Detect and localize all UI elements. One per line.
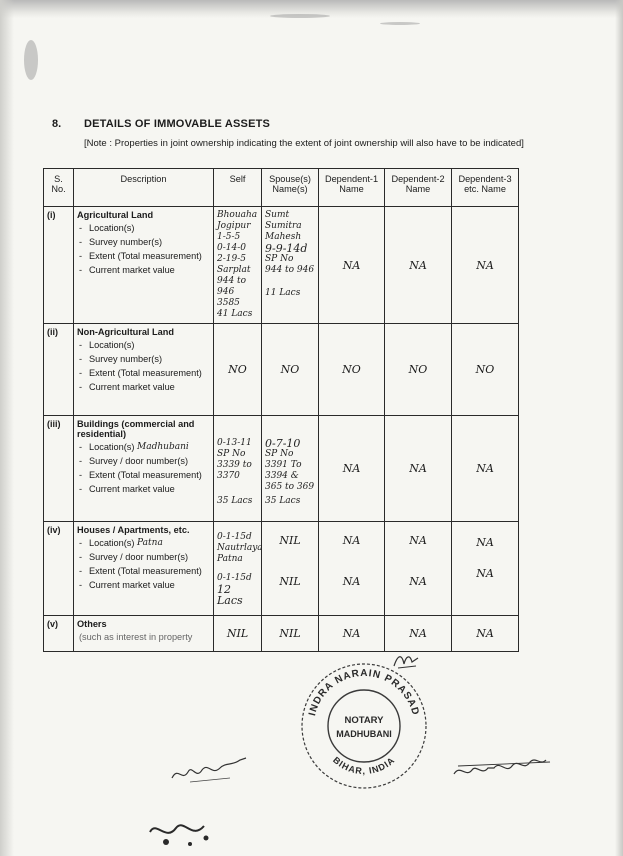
list-item: - Extent (Total measurement) [79,566,202,576]
list-item: - Current market value [79,265,175,275]
self-cell: NO [214,324,262,416]
dependent-3-cell: NA [452,416,519,522]
spouse-cell: NO [262,324,319,416]
category-label: Agricultural Land [77,210,154,220]
dependent-1-cell: NA [319,416,385,522]
spouse-cell [262,522,319,616]
handwritten-note: 3394 & [265,471,299,481]
list-item: - Survey number(s) [79,237,163,247]
handwritten-note: Sumt Sumitra Mahesh [265,210,302,242]
section-title: DETAILS OF IMMOVABLE ASSETS [84,118,271,130]
handwritten-note: 9-9-14d [265,242,308,255]
header-dependent-2: Dependent-2 Name [385,169,452,207]
na-mark: NA [476,567,494,580]
list-item: (such as interest in property [79,632,193,642]
list-item: - Location(s) Madhubani [79,442,189,452]
stamp-ring-text: INDRA NARAIN PRASAD [307,667,421,718]
dependent-3-cell: NA [452,207,519,324]
handwritten-note: Madhubani [137,442,189,452]
self-cell [214,207,262,324]
handwritten-note: 12 Lacs [217,583,243,607]
handwritten-note: 35 Lacs [217,496,253,506]
row-sno: (ii) [44,324,74,416]
category-label: Non-Agricultural Land [77,327,174,337]
handwritten-note: 3370 [217,471,240,481]
list-item: - Current market value [79,382,175,392]
handwritten-note: 0-1-15d [217,532,252,542]
signature-left [170,752,250,786]
dependent-2-cell: NO [385,324,452,416]
category-label: Others [77,619,107,629]
dependent-1-cell [319,522,385,616]
table-row [44,416,519,522]
row-description [74,522,214,616]
handwritten-note: Bhouaha Jogipur [217,210,258,231]
handwritten-note: 2-19-5 [217,254,246,264]
row-description [74,616,214,652]
dependent-2-cell: NA [385,207,452,324]
handwritten-note: 0-14-0 [217,243,246,253]
list-item: - Survey / door number(s) [79,456,189,466]
self-cell: NIL [214,616,262,652]
stamp-center-line1: NOTARY [344,715,384,726]
handwritten-note: 0-13-11 [217,438,252,448]
handwritten-note: 1-5-5 [217,232,241,242]
dependent-3-cell: NO [452,324,519,416]
table-header-row [44,169,519,207]
header-dependent-1: Dependent-1 Name [319,169,385,207]
list-item: - Survey / door number(s) [79,552,189,562]
dependent-2-cell: NA [385,616,452,652]
row-sno: (i) [44,207,74,324]
spouse-cell [262,207,319,324]
dependent-1-cell: NA [319,207,385,324]
na-mark: NA [409,534,427,547]
notary-stamp [298,660,430,792]
handwritten-note: 3585 [217,298,240,308]
list-item: - Survey number(s) [79,354,163,364]
self-cell [214,522,262,616]
list-item: - Extent (Total measurement) [79,368,202,378]
handwritten-note: 41 Lacs [217,309,253,319]
dependent-3-cell: NA [452,616,519,652]
svg-text:INDRA NARAIN PRASAD [307,668,421,717]
ink-blot [146,812,216,852]
list-item: - Extent (Total measurement) [79,470,202,480]
list-item: - Location(s) [79,223,135,233]
immovable-assets-table [43,168,519,652]
header-sno: S. No. [44,169,74,207]
header-self: Self [214,169,262,207]
dependent-2-cell [385,522,452,616]
row-description [74,207,214,324]
scan-smudge [24,40,38,80]
handwritten-note: Sarplat 944 to 946 [217,265,251,297]
handwritten-note: 3391 To [265,460,302,470]
dependent-3-cell [452,522,519,616]
na-mark: NA [342,534,361,547]
handwritten-note: NIL [279,534,301,547]
handwritten-note: 3339 to [217,460,252,470]
handwritten-note: 944 to 946 [265,265,315,275]
scan-smudge [380,22,420,25]
list-item: - Extent (Total measurement) [79,251,202,261]
row-sno: (iii) [44,416,74,522]
handwritten-note: NIL [279,575,301,588]
dependent-2-cell: NA [385,416,452,522]
list-item: - Current market value [79,484,175,494]
scan-edge-right [615,0,623,856]
handwritten-note: SP No [217,449,246,459]
scan-edge-left [0,0,14,856]
row-description [74,416,214,522]
row-sno: (iv) [44,522,74,616]
handwritten-note: 0-7-10 [265,437,301,450]
handwritten-note: 35 Lacs [265,496,301,506]
spouse-cell [262,416,319,522]
na-mark: NA [476,536,494,549]
initials-mark [392,650,422,672]
category-label: Houses / Apartments, etc. [77,525,190,535]
row-sno: (v) [44,616,74,652]
header-dependent-3: Dependent-3 etc. Name [452,169,519,207]
handwritten-note: Patna [137,538,163,548]
handwritten-note: SP No [265,449,294,459]
self-cell [214,416,262,522]
category-label: Buildings (commercial and residential) [77,419,195,439]
signature-right [450,752,560,792]
list-item: - Location(s) Patna [79,538,163,548]
section-note: [Note : Properties in joint ownership indicating the extent of joint ownership will also have to be indicated] [84,138,524,149]
handwritten-note: Nautrlaya Patna [217,543,263,564]
list-item: - Location(s) [79,340,135,350]
row-description [74,324,214,416]
header-description: Description [74,169,214,207]
list-item: - Current market value [79,580,175,590]
header-spouse: Spouse(s) Name(s) [262,169,319,207]
dependent-1-cell: NO [319,324,385,416]
scan-smudge [270,14,330,18]
table-row [44,522,519,616]
handwritten-note: SP No [265,254,294,264]
stamp-bottom-text: BIHAR, INDIA [331,754,397,777]
table-row [44,616,519,652]
spouse-cell: NIL [262,616,319,652]
na-mark: NA [342,575,361,588]
handwritten-note: 11 Lacs [265,288,301,298]
table-row [44,324,519,416]
na-mark: NA [409,575,427,588]
svg-text:BIHAR, INDIA [331,755,397,776]
section-number: 8. [52,118,62,130]
handwritten-note: 365 to 369 [265,482,315,492]
table-row [44,207,519,324]
dependent-1-cell: NA [319,616,385,652]
handwritten-note: 0-1-15d [217,573,252,583]
stamp-center-line2: MADHUBANI [336,729,392,739]
